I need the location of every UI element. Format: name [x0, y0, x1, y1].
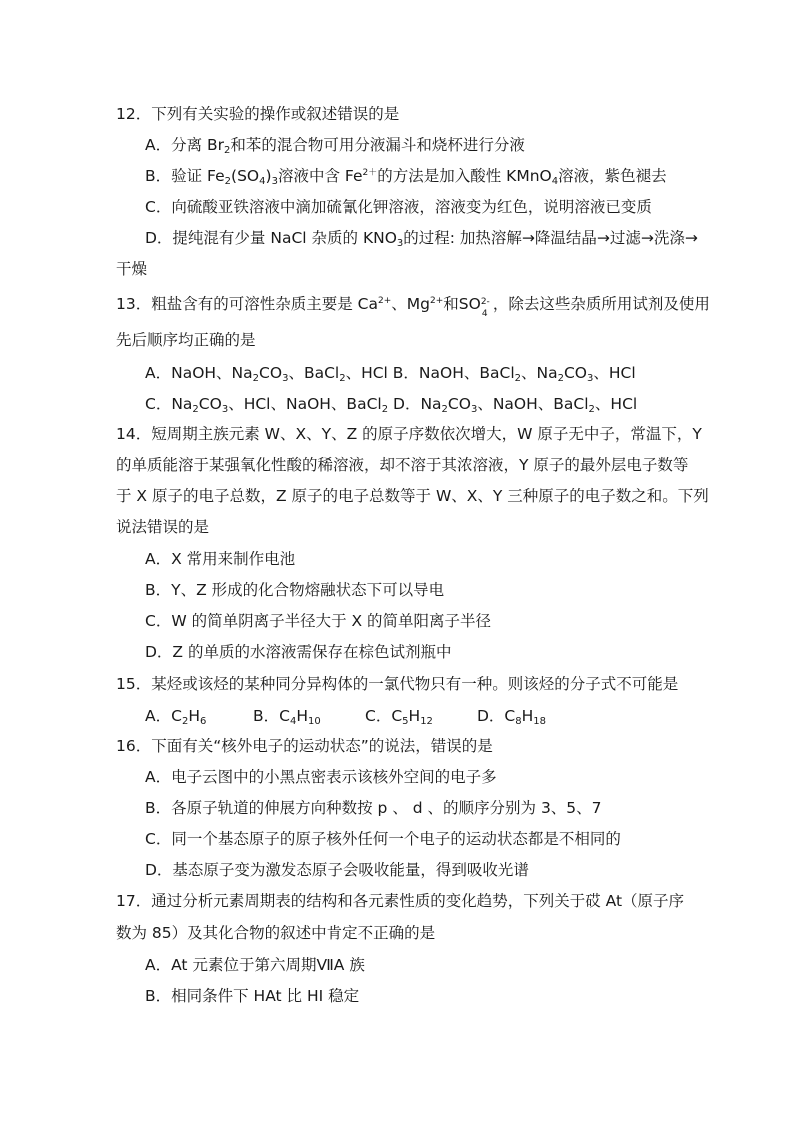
question-16-option-c: C．同一个基态原子的原子核外任何一个电子的运动状态都是不相同的 [145, 830, 621, 848]
question-14-stem-line2: 的单质能溶于某强氧化性酸的稀溶液，却不溶于其浓溶液，Y 原子的最外层电子数等 [116, 456, 689, 474]
sulfate-charge: 2- 4 [480, 297, 490, 319]
question-15-options [145, 706, 546, 726]
question-14-option-a: A．X 常用来制作电池 [145, 550, 296, 568]
question-14-option-b: B．Y、Z 形成的化合物熔融状态下可以导电 [145, 581, 445, 599]
question-15-option-a: A．$C_2H_6$ [145, 707, 207, 727]
question-12-option-b: B．验证 $Fe_2(SO_4)_3$溶液中含 $Fe^{2+}$的方法是加入酸性 KMnO$_4$溶液，紫色褪去 [145, 167, 667, 187]
question-12-option-d: D．提纯混有少量 NaCl 杂质的 $KNO_3$的过程: 加热溶解→降温结晶→过滤→洗涤→ [145, 229, 698, 249]
question-14-stem-line3: 于 X 原子的电子总数，Z 原子的电子总数等于 W、X、Y 三种原子的电子数之和。下列 [116, 487, 709, 505]
question-17-stem-line1: 17．通过分析元素周期表的结构和各元素性质的变化趋势，下列关于砹 At（原子序 [116, 892, 685, 910]
question-17-option-b: B．相同条件下 HAt 比 HI 稳定 [145, 987, 360, 1005]
question-15-option-d: D．$C_8H_{18}$ [477, 707, 547, 727]
question-13-stem: 13．粗盐含有的可溶性杂质主要是 $Ca^{2+}$、$Mg^{2+}$和SO 2- 4 ，除去这些杂质所用试剂及使用 [116, 295, 710, 319]
question-16-option-d: D．基态原子变为激发态原子会吸收能量，得到吸收光谱 [145, 861, 529, 879]
question-16-stem: 16．下面有关“核外电子的运动状态”的说法，错误的是 [116, 737, 493, 755]
question-13-options-ab: A．NaOH、$Na_2CO_3$、BaCl$_2$、HCl B．NaOH、BaCl$_2$、$Na_2CO_3$、HCl [145, 364, 636, 384]
question-12-option-a: A．分离 $Br_2$和苯的混合物可用分液漏斗和烧杯进行分液 [145, 136, 525, 156]
question-14-option-c: C．W 的简单阴离子半径大于 X 的简单阳离子半径 [145, 612, 492, 630]
question-16-option-a: A．电子云图中的小黑点密表示该核外空间的电子多 [145, 768, 497, 786]
question-14-stem-line1: 14．短周期主族元素 W、X、Y、Z 的原子序数依次增大，W 原子无中子，常温下，Y [116, 425, 702, 443]
question-17-option-a: A．At 元素位于第六周期ⅦA 族 [145, 956, 365, 974]
question-14-stem-line4: 说法错误的是 [116, 518, 210, 536]
question-16-option-b: B．各原子轨道的伸展方向种数按 p 、 d 、的顺序分别为 3、5、7 [145, 799, 602, 817]
question-12-option-c: C．向硫酸亚铁溶液中滴加硫氰化钾溶液，溶液变为红色，说明溶液已变质 [145, 198, 652, 216]
question-13-stem-line2: 先后顺序均正确的是 [116, 331, 256, 349]
question-15-option-c: C．$C_5H_{12}$ [365, 707, 433, 727]
question-14-option-d: D．Z 的单质的水溶液需保存在棕色试剂瓶中 [145, 643, 452, 661]
question-17-stem-line2: 数为 85）及其化合物的叙述中肯定不正确的是 [116, 924, 436, 942]
question-12-stem: 12．下列有关实验的操作或叙述错误的是 [116, 105, 400, 123]
question-15-option-b: B．$C_4H_{10}$ [253, 707, 321, 727]
question-15-stem: 15．某烃或该烃的某种同分异构体的一氯代物只有一种。则该烃的分子式不可能是 [116, 675, 679, 693]
question-13-options-cd: C．$Na_2CO_3$、HCl、NaOH、BaCl$_2$ D．$Na_2CO_3$、NaOH、BaCl$_2$、HCl [145, 395, 638, 415]
question-12-option-d-continued: 干燥 [116, 260, 148, 278]
